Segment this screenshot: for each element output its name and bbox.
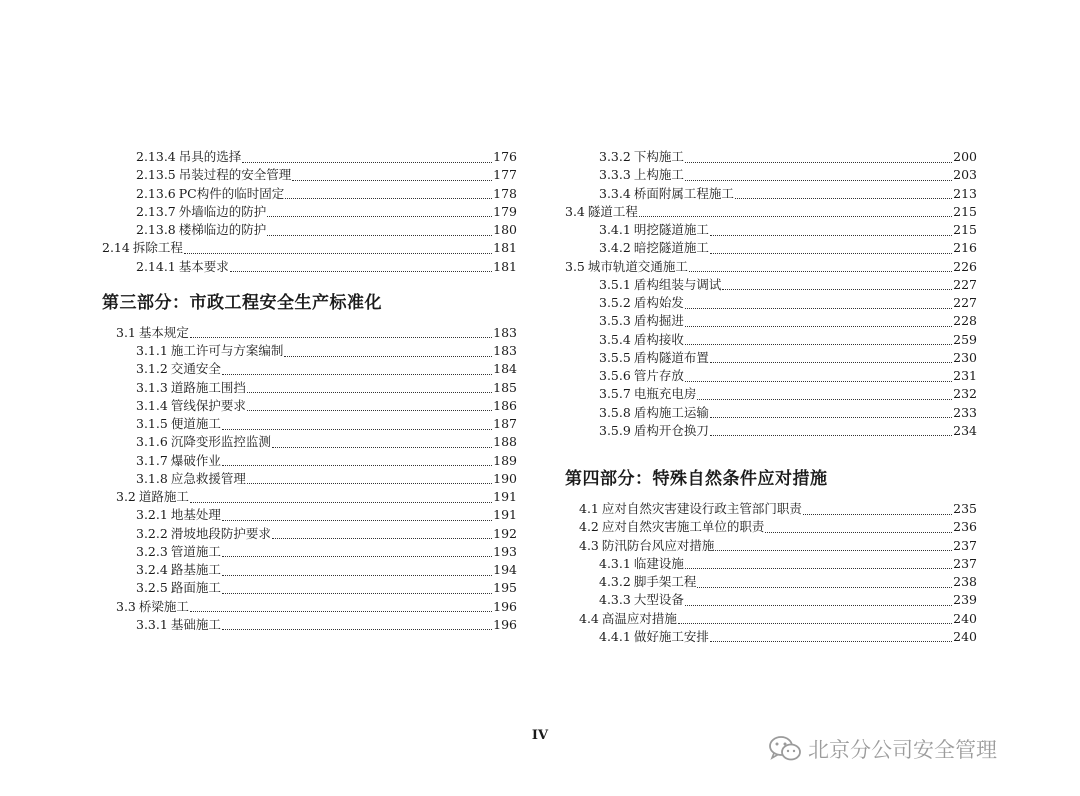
toc-entry-number: 2.13.8 xyxy=(136,222,176,237)
toc-leader-dots xyxy=(710,413,952,418)
toc-entry-number: 3.5.8 xyxy=(599,404,631,420)
toc-entry-number: 4.3.3 xyxy=(599,592,631,608)
toc-entry-number: 3.1.8 xyxy=(136,470,168,486)
toc-entry[interactable] xyxy=(102,561,517,579)
toc-entry-page: 180 xyxy=(493,222,517,237)
toc-entry-number: 4.3.1 xyxy=(599,555,631,571)
toc-leader-dots xyxy=(284,352,492,357)
toc-entry-page: 240 xyxy=(953,628,977,644)
toc-entry-page: 231 xyxy=(953,368,977,383)
toc-left-column xyxy=(102,148,517,634)
toc-entry-number: 3.5.2 xyxy=(599,295,631,310)
toc-leader-dots xyxy=(247,388,492,393)
toc-entry[interactable] xyxy=(102,415,517,433)
toc-entry-number: 2.14.1 xyxy=(136,258,176,274)
toc-entry-number: 3.1.2 xyxy=(136,361,168,377)
toc-entry-page: 232 xyxy=(953,386,977,402)
toc-entry-number: 3.3.2 xyxy=(599,149,631,164)
toc-entry-title: 拆除工程 xyxy=(132,240,183,256)
toc-entry[interactable] xyxy=(102,470,517,488)
toc-entry[interactable] xyxy=(565,294,977,312)
toc-leader-dots xyxy=(685,304,952,309)
toc-entry-title: 暗挖隧道施工 xyxy=(633,240,709,256)
toc-entry-title: 滑坡地段防护要求 xyxy=(170,525,271,541)
watermark-text: 北京分公司安全管理 xyxy=(808,738,997,762)
toc-entry[interactable] xyxy=(565,610,977,628)
toc-entry-page: 190 xyxy=(493,470,517,486)
toc-entry-page: 194 xyxy=(493,562,517,577)
toc-entry-title: 隧道工程 xyxy=(587,203,638,219)
toc-entry-number: 3.5.5 xyxy=(599,349,631,365)
toc-entry-title: 桥梁施工 xyxy=(138,598,189,614)
toc-entry-page: 259 xyxy=(953,331,977,347)
toc-leader-dots xyxy=(710,358,952,363)
toc-entry-number: 2.13.7 xyxy=(136,203,176,219)
toc-entry-title: 爆破作业 xyxy=(170,452,221,468)
toc-entry[interactable] xyxy=(102,543,517,561)
toc-entry[interactable] xyxy=(102,166,517,184)
toc-entry-number: 3.3 xyxy=(116,598,136,614)
toc-entry-number: 4.3 xyxy=(579,537,599,553)
toc-entry-page: 236 xyxy=(953,519,977,535)
toc-entry[interactable] xyxy=(102,221,517,239)
toc-entry-page: 227 xyxy=(953,276,977,292)
toc-entry-page: 233 xyxy=(953,404,977,420)
toc-entry-page: 188 xyxy=(493,434,517,450)
toc-entry-title: 交通安全 xyxy=(170,361,221,377)
toc-entry[interactable] xyxy=(565,148,977,166)
toc-entry[interactable] xyxy=(565,385,977,403)
toc-entry-title: 外墙临边的防护 xyxy=(178,203,267,219)
toc-entry-title: 盾构组装与调试 xyxy=(633,276,722,292)
toc-entry[interactable] xyxy=(102,397,517,415)
toc-entry-title: 基础施工 xyxy=(170,616,221,632)
toc-entry-page: 192 xyxy=(493,525,517,541)
toc-entry-title: 便道施工 xyxy=(170,416,221,431)
toc-entry-title: 管道施工 xyxy=(170,543,221,559)
section-heading: 第三部分：市政工程安全生产标准化 xyxy=(102,292,382,313)
toc-leader-dots xyxy=(190,333,492,338)
toc-entry[interactable] xyxy=(102,616,517,634)
toc-entry-title: 盾构开仓换刀 xyxy=(633,422,709,438)
toc-entry-title: 盾构始发 xyxy=(633,295,684,310)
toc-entry-page: 226 xyxy=(953,258,977,274)
toc-entry[interactable] xyxy=(565,537,977,555)
toc-leader-dots xyxy=(803,510,952,515)
toc-leader-dots xyxy=(267,231,492,236)
toc-leader-dots xyxy=(285,194,492,199)
toc-right-column xyxy=(565,148,977,646)
toc-entry-page: 230 xyxy=(953,349,977,365)
toc-entry[interactable] xyxy=(102,342,517,360)
toc-entry-title: 路面施工 xyxy=(170,580,221,596)
toc-entry[interactable] xyxy=(565,573,977,591)
toc-entry-page: 185 xyxy=(493,379,517,395)
toc-entry-title: 脚手架工程 xyxy=(633,574,697,589)
toc-entry[interactable] xyxy=(102,452,517,470)
toc-leader-dots xyxy=(685,322,952,327)
toc-entry-page: 238 xyxy=(953,574,977,589)
toc-leader-dots xyxy=(267,212,492,217)
toc-entry-page: 178 xyxy=(493,185,517,201)
toc-entry-number: 2.13.6 xyxy=(136,185,176,201)
toc-leader-dots xyxy=(272,534,492,539)
toc-entry-number: 4.3.2 xyxy=(599,574,631,589)
toc-entry-title: 做好施工安排 xyxy=(633,628,709,644)
toc-entry[interactable] xyxy=(102,379,517,397)
toc-entry-number: 3.5.1 xyxy=(599,276,631,292)
toc-entry-number: 2.13.5 xyxy=(136,167,176,183)
toc-leader-dots xyxy=(190,498,492,503)
toc-entry-title: 高温应对措施 xyxy=(601,610,677,626)
toc-entry-page: 213 xyxy=(953,185,977,201)
toc-leader-dots xyxy=(678,619,952,624)
toc-leader-dots xyxy=(247,479,492,484)
toc-entry-number: 3.1.1 xyxy=(136,343,168,358)
toc-entry-number: 3.2.4 xyxy=(136,562,168,577)
toc-entry-page: 191 xyxy=(493,507,517,523)
toc-leader-dots xyxy=(735,194,952,199)
toc-entry[interactable] xyxy=(565,422,977,440)
toc-entry-title: 管线保护要求 xyxy=(170,397,246,413)
toc-entry-title: 应对自然灾害建设行政主管部门职责 xyxy=(601,501,802,516)
toc-entry-page: 237 xyxy=(953,537,977,553)
toc-leader-dots xyxy=(292,176,492,181)
toc-leader-dots xyxy=(765,528,952,533)
watermark xyxy=(768,733,997,765)
toc-entry-title: 吊装过程的安全管理 xyxy=(178,167,292,183)
toc-leader-dots xyxy=(242,158,492,163)
toc-entry-title: 临建设施 xyxy=(633,555,684,571)
toc-entry-number: 3.3.4 xyxy=(599,185,631,201)
toc-entry-number: 3.1.7 xyxy=(136,452,168,468)
toc-entry-page: 183 xyxy=(493,324,517,340)
toc-entry[interactable] xyxy=(565,367,977,385)
toc-entry-number: 3.2 xyxy=(116,489,136,504)
toc-entry-number: 3.5.9 xyxy=(599,422,631,438)
toc-leader-dots xyxy=(685,158,952,163)
toc-leader-dots xyxy=(222,516,492,521)
toc-leader-dots xyxy=(222,571,492,576)
toc-leader-dots xyxy=(272,443,492,448)
toc-entry-title: 明挖隧道施工 xyxy=(633,222,709,237)
toc-entry-number: 4.2 xyxy=(579,519,599,535)
toc-entry[interactable] xyxy=(565,331,977,349)
toc-entry[interactable] xyxy=(102,239,517,257)
toc-entry-number: 3.5 xyxy=(565,258,585,274)
toc-entry[interactable] xyxy=(565,221,977,239)
toc-entry[interactable] xyxy=(102,324,517,342)
toc-entry-number: 3.2.3 xyxy=(136,543,168,559)
toc-entry-title: 道路施工围挡 xyxy=(170,379,246,395)
toc-entry-number: 4.1 xyxy=(579,501,599,516)
section-spacer xyxy=(565,440,977,452)
toc-entry-page: 183 xyxy=(493,343,517,358)
toc-entry-page: 215 xyxy=(953,203,977,219)
toc-entry-number: 3.4.2 xyxy=(599,240,631,256)
toc-entry[interactable] xyxy=(102,258,517,276)
toc-entry-number: 3.5.7 xyxy=(599,386,631,402)
toc-entry[interactable] xyxy=(102,488,517,506)
toc-leader-dots xyxy=(689,267,952,272)
toc-entry-title: 基本规定 xyxy=(138,324,189,340)
toc-entry-title: 盾构掘进 xyxy=(633,313,684,329)
toc-leader-dots xyxy=(222,552,492,557)
toc-entry-page: 227 xyxy=(953,295,977,310)
toc-leader-dots xyxy=(685,377,952,382)
toc-entry-number: 2.13.4 xyxy=(136,149,176,164)
section-heading: 第四部分：特殊自然条件应对措施 xyxy=(565,469,828,489)
toc-entry[interactable] xyxy=(102,203,517,221)
toc-entry-page: 228 xyxy=(953,313,977,329)
toc-entry-page: 200 xyxy=(953,149,977,164)
toc-entry-page: 216 xyxy=(953,240,977,256)
toc-leader-dots xyxy=(722,285,952,290)
toc-leader-dots xyxy=(685,176,952,181)
toc-entry[interactable] xyxy=(565,166,977,184)
toc-entry-title: 地基处理 xyxy=(170,507,221,523)
toc-entry-number: 3.2.1 xyxy=(136,507,168,523)
toc-entry-number: 3.1.4 xyxy=(136,397,168,413)
toc-entry-title: 道路施工 xyxy=(138,489,189,504)
toc-entry-title: 防汛防台风应对措施 xyxy=(601,537,715,553)
toc-entry-page: 179 xyxy=(493,203,517,219)
toc-leader-dots xyxy=(222,425,492,430)
toc-entry[interactable] xyxy=(565,258,977,276)
toc-entry[interactable] xyxy=(102,579,517,597)
toc-entry-title: 桥面附属工程施工 xyxy=(633,185,734,201)
toc-entry-page: 193 xyxy=(493,543,517,559)
toc-entry-page: 184 xyxy=(493,361,517,377)
toc-leader-dots xyxy=(697,583,952,588)
toc-entry-title: 应对自然灾害施工单位的职责 xyxy=(601,519,765,535)
toc-leader-dots xyxy=(222,370,492,375)
toc-entry-title: 吊具的选择 xyxy=(178,149,242,164)
toc-entry-number: 3.5.3 xyxy=(599,313,631,329)
toc-entry[interactable] xyxy=(565,628,977,646)
toc-entry-page: 240 xyxy=(953,610,977,626)
toc-entry-title: 盾构施工运输 xyxy=(633,404,709,420)
toc-entry-page: 177 xyxy=(493,167,517,183)
toc-entry[interactable] xyxy=(102,185,517,203)
toc-entry-page: 239 xyxy=(953,592,977,608)
toc-entry[interactable] xyxy=(565,349,977,367)
toc-entry-number: 3.1.3 xyxy=(136,379,168,395)
toc-entry[interactable] xyxy=(102,598,517,616)
wechat-icon xyxy=(768,735,802,763)
toc-entry-title: 管片存放 xyxy=(633,368,684,383)
toc-entry-title: 大型设备 xyxy=(633,592,684,608)
toc-entry-number: 2.14 xyxy=(102,240,130,256)
toc-entry-number: 3.1 xyxy=(116,324,136,340)
toc-entry-number: 3.2.2 xyxy=(136,525,168,541)
toc-entry[interactable] xyxy=(565,239,977,257)
toc-entry-number: 3.3.3 xyxy=(599,167,631,183)
toc-leader-dots xyxy=(222,625,492,630)
toc-leader-dots xyxy=(247,406,492,411)
toc-entry-number: 3.2.5 xyxy=(136,580,168,596)
toc-entry-page: 191 xyxy=(493,489,517,504)
toc-entry-page: 196 xyxy=(493,616,517,632)
toc-entry[interactable] xyxy=(565,203,977,221)
toc-entry-title: PC构件的临时固定 xyxy=(178,185,285,201)
toc-entry[interactable] xyxy=(102,148,517,166)
toc-entry-page: 234 xyxy=(953,422,977,438)
toc-leader-dots xyxy=(190,607,492,612)
toc-leader-dots xyxy=(685,601,952,606)
toc-entry-page: 186 xyxy=(493,397,517,413)
toc-leader-dots xyxy=(710,637,952,642)
toc-entry-number: 4.4.1 xyxy=(599,628,631,644)
toc-entry[interactable] xyxy=(565,276,977,294)
toc-entry-title: 应急救援管理 xyxy=(170,470,246,486)
toc-entry[interactable] xyxy=(565,591,977,609)
toc-entry-number: 3.4.1 xyxy=(599,222,631,237)
toc-leader-dots xyxy=(685,340,952,345)
toc-entry-title: 楼梯临边的防护 xyxy=(178,222,267,237)
toc-entry-page: 181 xyxy=(493,240,517,256)
toc-entry-page: 187 xyxy=(493,416,517,431)
toc-leader-dots xyxy=(710,431,952,436)
toc-entry[interactable] xyxy=(102,525,517,543)
toc-leader-dots xyxy=(697,395,952,400)
toc-entry[interactable] xyxy=(565,312,977,330)
toc-leader-dots xyxy=(710,249,952,254)
toc-entry-title: 路基施工 xyxy=(170,562,221,577)
toc-entry[interactable] xyxy=(102,360,517,378)
toc-entry-page: 189 xyxy=(493,452,517,468)
toc-entry-page: 237 xyxy=(953,555,977,571)
toc-entry-number: 3.5.6 xyxy=(599,368,631,383)
toc-entry-title: 施工许可与方案编制 xyxy=(170,343,284,358)
page-number: IV xyxy=(531,728,549,743)
toc-entry-page: 203 xyxy=(953,167,977,183)
toc-entry[interactable] xyxy=(565,185,977,203)
toc-entry-page: 196 xyxy=(493,598,517,614)
toc-entry[interactable] xyxy=(102,433,517,451)
toc-entry[interactable] xyxy=(565,404,977,422)
toc-entry-title: 电瓶充电房 xyxy=(633,386,697,402)
toc-entry-title: 盾构隧道布置 xyxy=(633,349,709,365)
toc-leader-dots xyxy=(184,249,492,254)
toc-leader-dots xyxy=(685,564,952,569)
toc-entry-page: 176 xyxy=(493,149,517,164)
toc-entry-title: 盾构接收 xyxy=(633,331,684,347)
toc-entry-title: 上构施工 xyxy=(633,167,684,183)
toc-entry-title: 基本要求 xyxy=(178,258,229,274)
toc-entry-number: 4.4 xyxy=(579,610,599,626)
toc-entry-title: 下构施工 xyxy=(633,149,684,164)
toc-entry-page: 215 xyxy=(953,222,977,237)
toc-entry-number: 3.1.6 xyxy=(136,434,168,450)
toc-entry[interactable] xyxy=(102,506,517,524)
toc-entry-number: 3.5.4 xyxy=(599,331,631,347)
toc-entry-number: 3.3.1 xyxy=(136,616,168,632)
toc-leader-dots xyxy=(222,589,492,594)
toc-entry-number: 3.4 xyxy=(565,203,585,219)
toc-entry-title: 沉降变形监控监测 xyxy=(170,434,271,450)
toc-leader-dots xyxy=(230,267,492,272)
toc-leader-dots xyxy=(639,212,952,217)
toc-entry-page: 195 xyxy=(493,580,517,596)
toc-entry-number: 3.1.5 xyxy=(136,416,168,431)
toc-entry[interactable] xyxy=(565,500,977,518)
toc-entry-page: 235 xyxy=(953,501,977,516)
toc-entry-page: 181 xyxy=(493,258,517,274)
toc-entry[interactable] xyxy=(565,555,977,573)
toc-entry[interactable] xyxy=(565,518,977,536)
toc-entry-title: 城市轨道交通施工 xyxy=(587,258,688,274)
toc-leader-dots xyxy=(710,231,952,236)
toc-leader-dots xyxy=(222,461,492,466)
toc-leader-dots xyxy=(715,546,952,551)
